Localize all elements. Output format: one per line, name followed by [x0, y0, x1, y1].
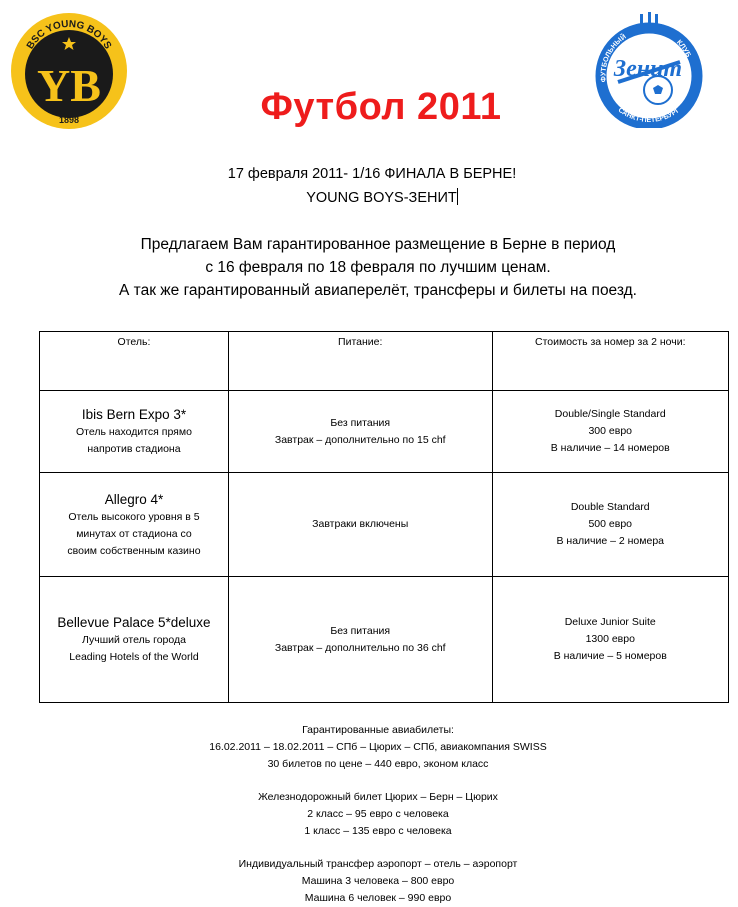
event-line	[0, 166, 738, 182]
table-row	[40, 577, 729, 703]
flights-price: 30 билетов по цене – 440 евро, эконом класс	[267, 758, 489, 770]
hotel-cell	[40, 577, 229, 703]
intro-line: А так же гарантированный авиаперелёт, трансферы и билеты на поезд.	[119, 282, 637, 299]
room-type: Double/Single Standard	[554, 408, 666, 420]
hotel-name: Ibis Bern Expo 3*	[81, 407, 187, 422]
hotel-desc: своим собственным казино	[67, 544, 201, 557]
header-hotel: Отель:	[40, 332, 229, 391]
young-boys-ring-text: BSC YOUNG BOYS	[24, 18, 114, 52]
room-availability: В наличие – 2 номера	[556, 535, 665, 547]
room-availability: В наличие – 14 номеров	[550, 442, 670, 454]
meals-cell	[228, 473, 492, 577]
train-block	[18, 789, 738, 840]
intro-line: с 16 февраля по 18 февраля по лучшим ценам.	[205, 259, 551, 276]
hotel-name: Allegro 4*	[104, 491, 164, 507]
zenit-ring-text-right: КЛУБ	[675, 38, 692, 59]
match-line-text: YOUNG BOYS-ЗЕНИТ	[306, 190, 457, 206]
room-type: Deluxe Junior Suite	[564, 616, 656, 628]
intro-paragraph	[0, 233, 738, 302]
meals-text: Завтрак – дополнительно по 15 chf	[274, 433, 446, 446]
meals-text: Завтрак – дополнительно по 36 chf	[274, 641, 446, 654]
price-cell	[492, 577, 729, 703]
event-line-text: 17 февраля 2011- 1/16 ФИНАЛА В БЕРНЕ!	[227, 166, 517, 182]
train-heading: Железнодорожный билет Цюрих – Берн – Цюрих	[258, 791, 498, 803]
young-boys-monogram: YB	[37, 60, 101, 111]
flights-block	[18, 722, 738, 773]
header-price: Стоимость за номер за 2 ночи:	[492, 332, 729, 391]
flights-route: 16.02.2011 – 18.02.2011 – СПб – Цюрих – СПб, авиакомпания SWISS	[209, 741, 547, 753]
price-cell	[492, 473, 729, 577]
page-title: Футбол 2011	[260, 86, 502, 128]
hotel-desc: Лучший отель города	[81, 634, 186, 646]
hotels-table	[39, 331, 729, 703]
train-price: 1 класс – 135 евро с человека	[304, 825, 452, 837]
room-availability: В наличие – 5 номеров	[553, 650, 667, 662]
hotel-desc: минутах от стадиона со	[76, 527, 192, 540]
zenit-wordmark: Зенит	[613, 56, 683, 82]
meals-cell	[228, 391, 492, 473]
transfer-heading: Индивидуальный трансфер аэропорт – отель – аэропорт	[238, 858, 518, 870]
room-price: 300 евро	[588, 425, 633, 437]
hotel-desc: Leading Hotels of the World	[69, 651, 199, 663]
text-cursor	[457, 188, 458, 205]
transfer-price: Машина 3 человека – 800 евро	[301, 875, 455, 887]
hotel-cell	[40, 473, 229, 577]
meals-cell	[228, 577, 492, 703]
meals-text: Без питания	[330, 624, 391, 637]
meals-text: Завтраки включены	[312, 518, 409, 530]
transfer-block	[18, 856, 738, 907]
hotel-name: Bellevue Palace 5*deluxe	[57, 615, 211, 630]
table-row	[40, 473, 729, 577]
ship-icon	[636, 12, 662, 30]
room-type: Double Standard	[570, 501, 650, 513]
transport-section	[0, 722, 738, 907]
table-row	[40, 391, 729, 473]
intro-line: Предлагаем Вам гарантированное размещение в Берне в период	[140, 236, 616, 253]
transfer-price: Машина 6 человек – 990 евро	[304, 892, 452, 904]
room-price: 1300 евро	[585, 633, 635, 645]
room-price: 500 евро	[588, 518, 633, 530]
header-meals: Питание:	[228, 332, 492, 391]
zenit-ring-text-left: ФУТБОЛЬНЫЙ	[600, 33, 628, 83]
train-price: 2 класс – 95 евро с человека	[307, 808, 449, 820]
zenit-ring-text-bottom: САНКТ-ПЕТЕРБУРГ	[616, 106, 682, 125]
price-cell	[492, 391, 729, 473]
young-boys-year: 1898	[58, 115, 80, 125]
hotel-cell	[40, 391, 229, 473]
table-header-row	[40, 332, 729, 391]
meals-text: Без питания	[330, 416, 391, 429]
hotel-desc: Отель находится прямо	[76, 426, 192, 438]
flights-heading: Гарантированные авиабилеты:	[302, 724, 454, 736]
hotel-desc: напротив стадиона	[87, 443, 181, 455]
hotel-desc: Отель высокого уровня в 5	[68, 510, 200, 523]
match-line	[0, 188, 738, 206]
